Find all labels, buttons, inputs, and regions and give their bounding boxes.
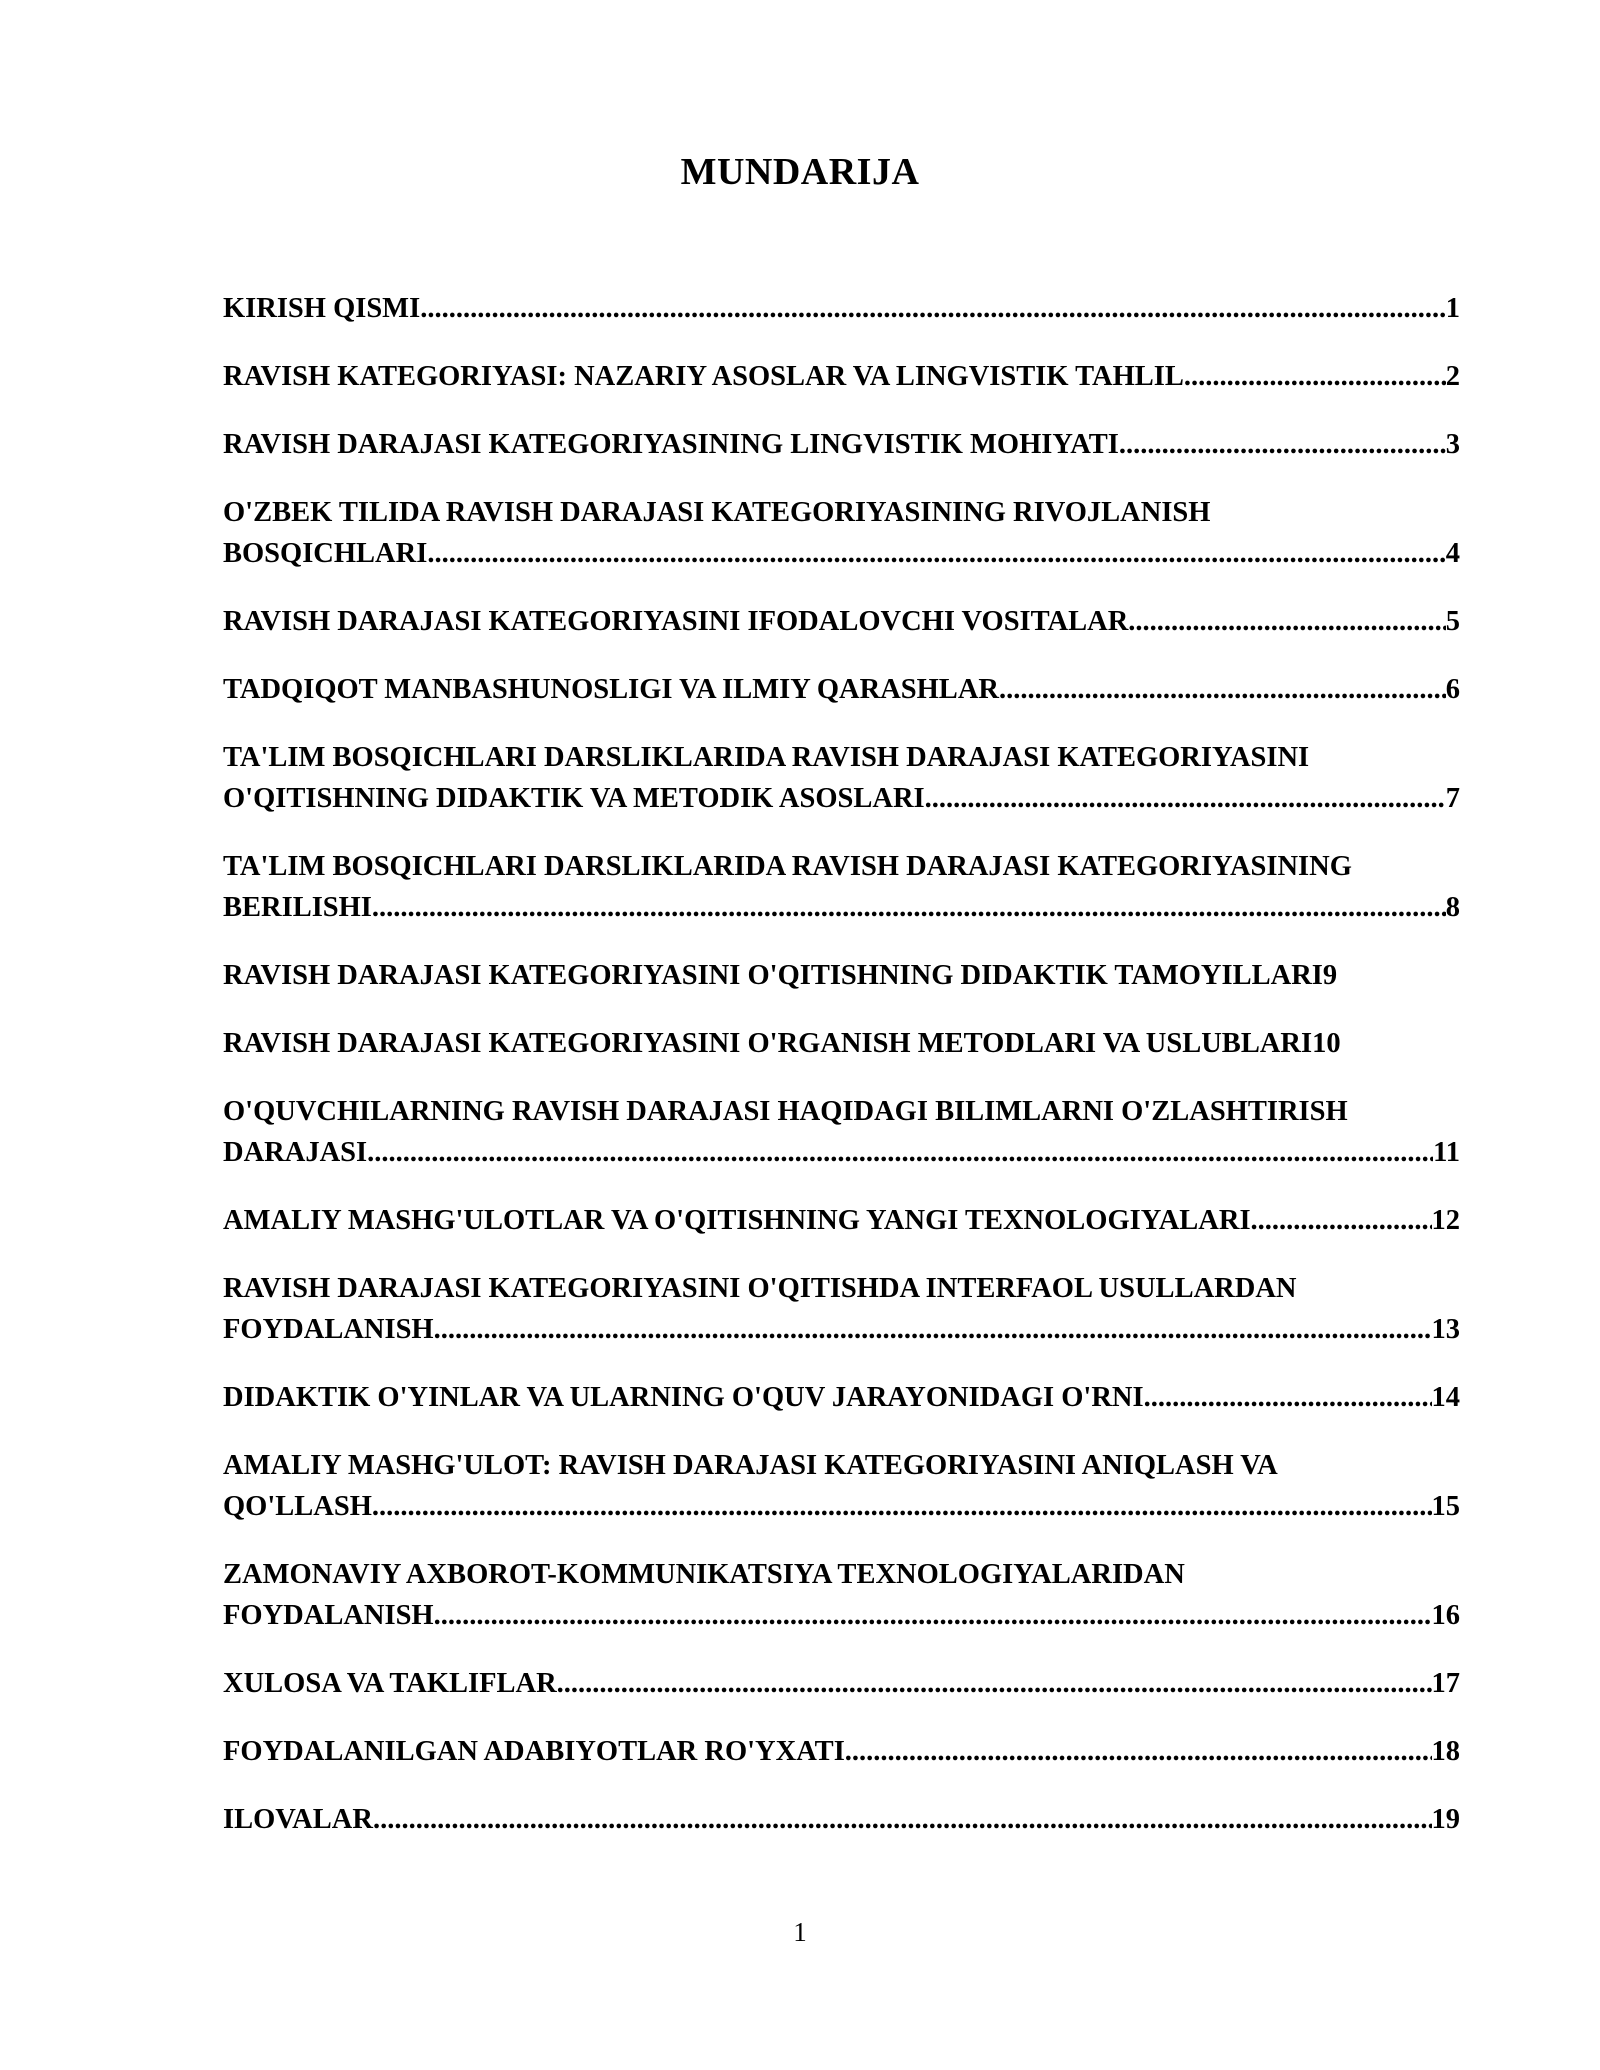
toc-entry[interactable]: [223, 737, 1460, 819]
toc-entry-title-line: RAVISH DARAJASI KATEGORIYASINI O'QITISHDA INTERFAOL USULLARDAN: [223, 1273, 1297, 1304]
toc-entry[interactable]: [223, 1663, 1460, 1704]
dot-leader: [557, 1663, 1432, 1704]
toc-entry-title-line: XULOSA VA TAKLIFLAR: [223, 1668, 557, 1699]
toc-entry[interactable]: [223, 1200, 1460, 1241]
toc-entry-page-number: 2: [1445, 361, 1460, 392]
toc-entry-title-line: RAVISH DARAJASI KATEGORIYASINI O'RGANISH METODLARI VA USLUBLARI: [223, 1028, 1313, 1059]
toc-entry-title-line: FOYDALANISH: [223, 1600, 434, 1631]
dot-leader: [434, 1309, 1432, 1350]
dot-leader: [420, 288, 1446, 329]
toc-entry-title-line: BOSQICHLARI: [223, 538, 428, 569]
toc-entry-page-number: 5: [1445, 606, 1460, 637]
toc-entry[interactable]: [223, 288, 1460, 329]
toc-entry[interactable]: [223, 1377, 1460, 1418]
toc-entry-page-number: 14: [1431, 1382, 1460, 1413]
dot-leader: [372, 887, 1446, 928]
toc-entry-title-line: FOYDALANILGAN ADABIYOTLAR RO'YXATI: [223, 1736, 845, 1767]
toc-entry[interactable]: [223, 1091, 1460, 1173]
toc-entry-title-line: DARAJASI: [223, 1137, 368, 1168]
dot-leader: [1128, 601, 1445, 642]
toc-entry-title-line: KIRISH QISMI: [223, 293, 421, 324]
toc-entry-page-number: 7: [1445, 783, 1460, 814]
dot-leader: [434, 1595, 1432, 1636]
dot-leader: [427, 533, 1445, 574]
toc-entry-page-number: 15: [1431, 1491, 1460, 1522]
toc-entry-title-line: AMALIY MASHG'ULOT: RAVISH DARAJASI KATEGORIYASINI ANIQLASH VA: [223, 1450, 1278, 1481]
toc-entry-title-line: QO'LLASH: [223, 1491, 372, 1522]
toc-entry-page-number: 3: [1445, 429, 1460, 460]
toc-entry-title-line: O'QITISHNING DIDAKTIK VA METODIK ASOSLARI: [223, 783, 925, 814]
toc-entry-title-line: RAVISH KATEGORIYASI: NAZARIY ASOSLAR VA LINGVISTIK TAHLIL: [223, 361, 1184, 392]
toc-entry[interactable]: [223, 846, 1460, 928]
toc-entry-page-number: 19: [1431, 1804, 1460, 1835]
toc-entry-title-line: FOYDALANISH: [223, 1314, 434, 1345]
dot-leader: [1119, 424, 1446, 465]
toc-entry-title-line: RAVISH DARAJASI KATEGORIYASINI IFODALOVCHI VOSITALAR: [223, 606, 1129, 637]
toc-entry-page-number: 8: [1445, 892, 1460, 923]
toc-entry[interactable]: [223, 356, 1460, 397]
toc-entry-title-line: ZAMONAVIY AXBOROT-KOMMUNIKATSIYA TEXNOLOGIYALARIDAN: [223, 1559, 1185, 1590]
toc-entry-title-line: BERILISHI: [223, 892, 372, 923]
toc-entry-page-number: 17: [1431, 1668, 1460, 1699]
toc-entry[interactable]: [223, 492, 1460, 574]
page-title: MUNDARIJA: [680, 151, 920, 193]
toc-entry[interactable]: [223, 955, 1460, 996]
toc-entry-page-number: 4: [1445, 538, 1460, 569]
toc-entry-page-number: 6: [1445, 674, 1460, 705]
toc-entry-page-number: 1: [1445, 293, 1460, 324]
toc-entry-page-number: 12: [1431, 1205, 1460, 1236]
toc-entry-title-line: TADQIQOT MANBASHUNOSLIGI VA ILMIY QARASHLAR: [223, 674, 999, 705]
toc-entry[interactable]: [223, 601, 1460, 642]
toc-entry-page-number: 18: [1431, 1736, 1460, 1767]
toc-entry-page-number: 13: [1431, 1314, 1460, 1345]
toc-entry[interactable]: [223, 1268, 1460, 1350]
toc-entry-page-number: 11: [1433, 1137, 1460, 1168]
toc-entry[interactable]: [223, 1731, 1460, 1772]
toc-entry[interactable]: [223, 1023, 1460, 1064]
dot-leader: [1251, 1200, 1432, 1241]
toc-entry-title-line: O'QUVCHILARNING RAVISH DARAJASI HAQIDAGI BILIMLARNI O'ZLASHTIRISH: [223, 1096, 1348, 1127]
dot-leader: [372, 1486, 1432, 1527]
toc-entry-title-line: TA'LIM BOSQICHLARI DARSLIKLARIDA RAVISH DARAJASI KATEGORIYASINI: [223, 742, 1310, 773]
toc-entry[interactable]: [223, 1799, 1460, 1840]
toc-entry[interactable]: [223, 1554, 1460, 1636]
toc-entry-title-line: ILOVALAR: [223, 1804, 373, 1835]
dot-leader: [1144, 1377, 1432, 1418]
dot-leader: [1184, 356, 1446, 397]
toc-entry-title-line: AMALIY MASHG'ULOTLAR VA O'QITISHNING YANGI TEXNOLOGIYALARI: [223, 1205, 1251, 1236]
toc-entry-page-number: 9: [1322, 960, 1338, 991]
toc-entry[interactable]: [223, 424, 1460, 465]
toc-entry-title-line: RAVISH DARAJASI KATEGORIYASINING LINGVISTIK MOHIYATI: [223, 429, 1119, 460]
toc-entry-page-number: 16: [1431, 1600, 1460, 1631]
dot-leader: [925, 778, 1446, 819]
toc-entry[interactable]: [223, 669, 1460, 710]
page-number: 1: [793, 1917, 807, 1947]
toc-entry-title-line: RAVISH DARAJASI KATEGORIYASINI O'QITISHNING DIDAKTIK TAMOYILLARI: [223, 960, 1323, 991]
toc-entry-title-line: TA'LIM BOSQICHLARI DARSLIKLARIDA RAVISH DARAJASI KATEGORIYASINING: [223, 851, 1352, 882]
toc-entry-title-line: DIDAKTIK O'YINLAR VA ULARNING O'QUV JARAYONIDAGI O'RNI: [223, 1382, 1144, 1413]
dot-leader: [999, 669, 1446, 710]
toc-entry-page-number: 10: [1312, 1028, 1341, 1059]
dot-leader: [845, 1731, 1432, 1772]
dot-leader: [373, 1799, 1432, 1840]
toc-entry-title-line: O'ZBEK TILIDA RAVISH DARAJASI KATEGORIYASINING RIVOJLANISH: [223, 497, 1211, 528]
toc-entry[interactable]: [223, 1445, 1460, 1527]
table-of-contents: [223, 288, 1460, 1867]
dot-leader: [367, 1132, 1433, 1173]
